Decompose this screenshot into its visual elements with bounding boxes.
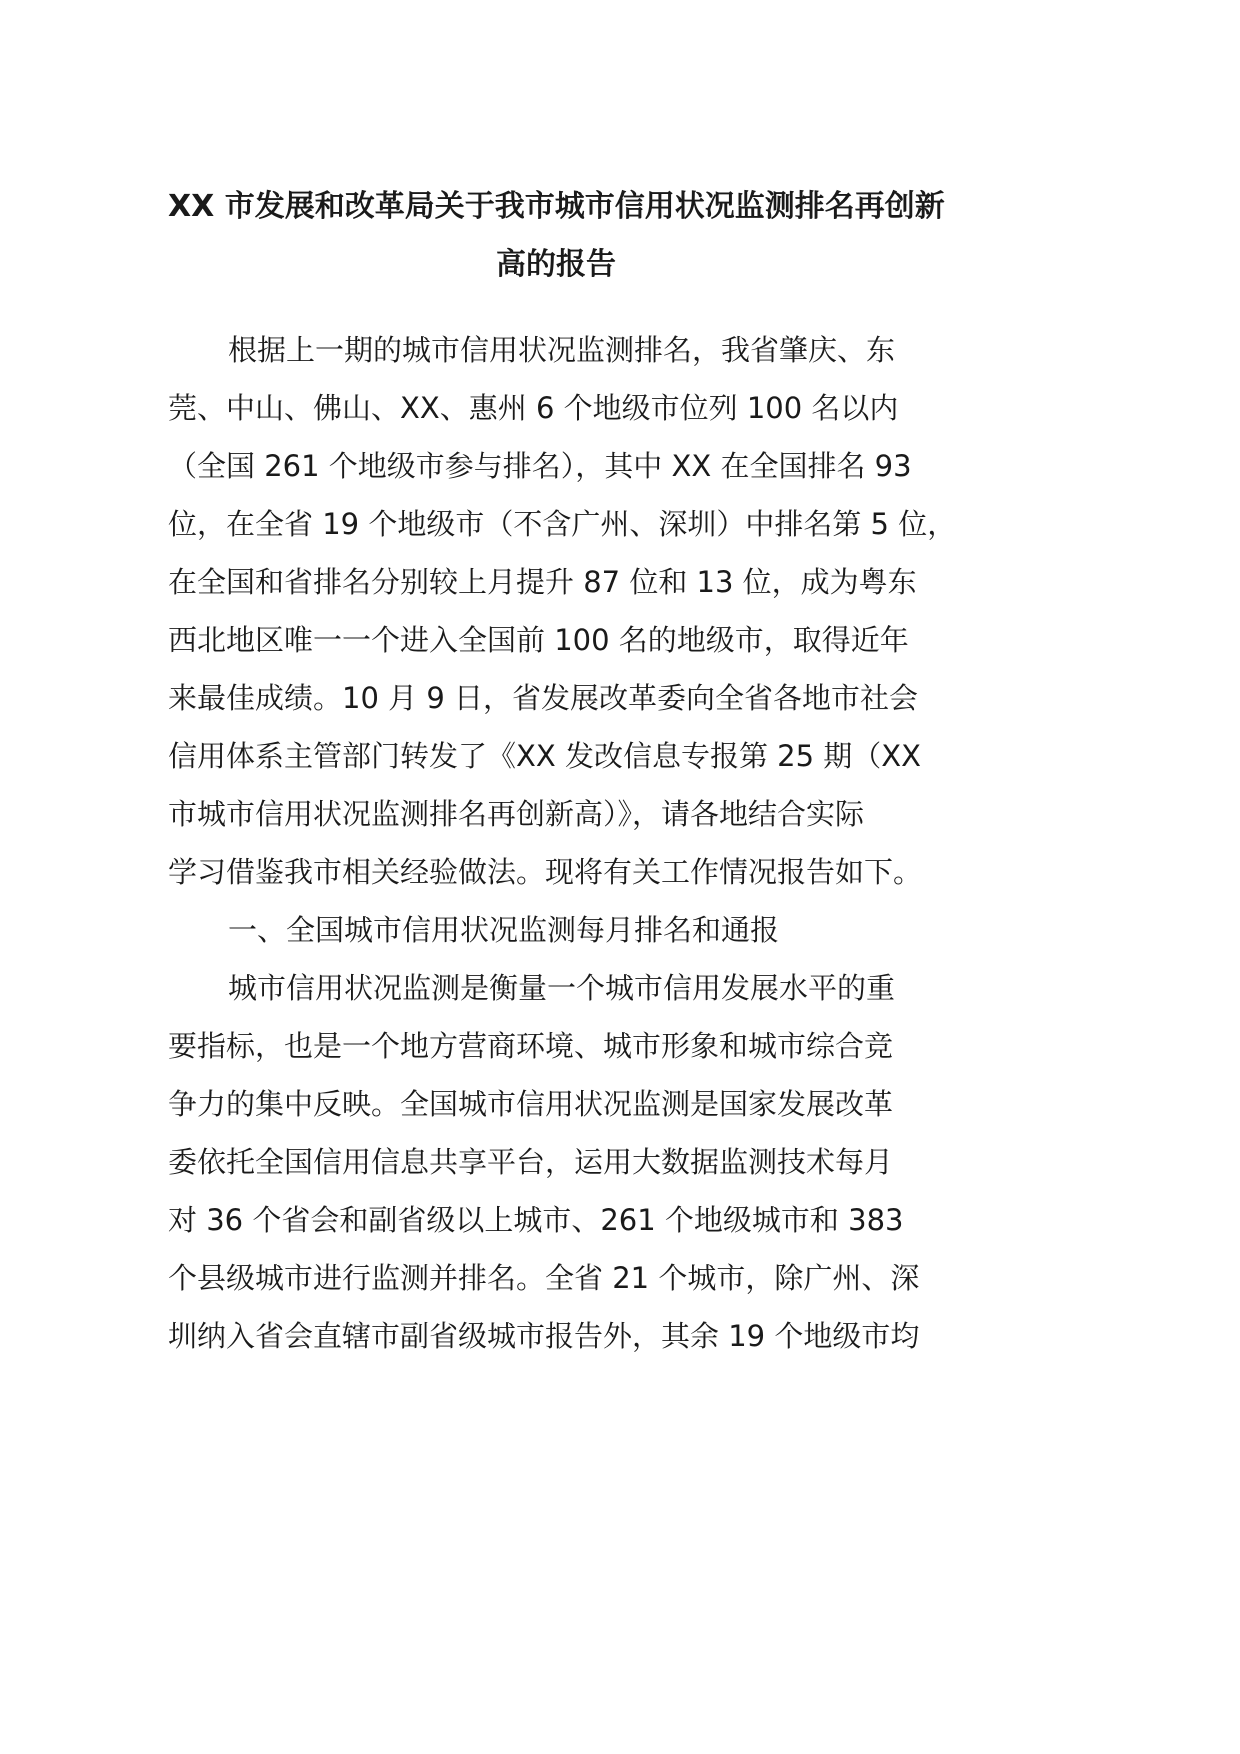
- paragraph-line: 对 36 个省会和副省级以上城市、261 个地级城市和 383: [168, 1203, 904, 1237]
- paragraph-line: 个县级城市进行监测并排名。全省 21 个城市，除广州、深: [168, 1261, 920, 1295]
- paragraph-line: 圳纳入省会直辖市副省级城市报告外，其余 19 个地级市均: [168, 1319, 920, 1353]
- title-line: 高的报告: [496, 247, 616, 282]
- document-title: [168, 178, 944, 294]
- paragraph-line: 信用体系主管部门转发了《XX 发改信息专报第 25 期（XX: [168, 739, 922, 773]
- paragraph-line: （全国 261 个地级市参与排名），其中 XX 在全国排名 93: [168, 449, 912, 483]
- paragraph-line: 学习借鉴我市相关经验做法。现将有关工作情况报告如下。: [168, 855, 923, 889]
- paragraph-line: 在全国和省排名分别较上月提升 87 位和 13 位，成为粤东: [168, 565, 917, 599]
- paragraph-line: 市城市信用状况监测排名再创新高）》，请各地结合实际: [168, 797, 865, 831]
- document-body: [168, 321, 957, 1365]
- paragraph-line: 位，在全省 19 个地级市（不含广州、深圳）中排名第 5 位，: [168, 507, 957, 541]
- paragraph-line: 争力的集中反映。全国城市信用状况监测是国家发展改革: [168, 1087, 894, 1121]
- paragraph-line: 委依托全国信用信息共享平台，运用大数据监测技术每月: [168, 1145, 894, 1179]
- title-line: XX 市发展和改革局关于我市城市信用状况监测排名再创新: [168, 189, 945, 224]
- paragraph-line: 根据上一期的城市信用状况监测排名，我省肇庆、东: [228, 333, 896, 367]
- intro-paragraph: [168, 321, 957, 901]
- section-heading: 一、全国城市信用状况监测每月排名和通报: [228, 913, 780, 947]
- paragraph-line: 城市信用状况监测是衡量一个城市信用发展水平的重: [228, 971, 896, 1005]
- section-paragraph: [168, 959, 944, 1365]
- paragraph-line: 来最佳成绩。10 月 9 日，省发展改革委向全省各地市社会: [168, 681, 919, 715]
- paragraph-line: 要指标，也是一个地方营商环境、城市形象和城市综合竞: [168, 1029, 894, 1063]
- paragraph-line: 莞、中山、佛山、XX、惠州 6 个地级市位列 100 名以内: [168, 391, 899, 425]
- paragraph-line: 西北地区唯一一个进入全国前 100 名的地级市，取得近年: [168, 623, 909, 657]
